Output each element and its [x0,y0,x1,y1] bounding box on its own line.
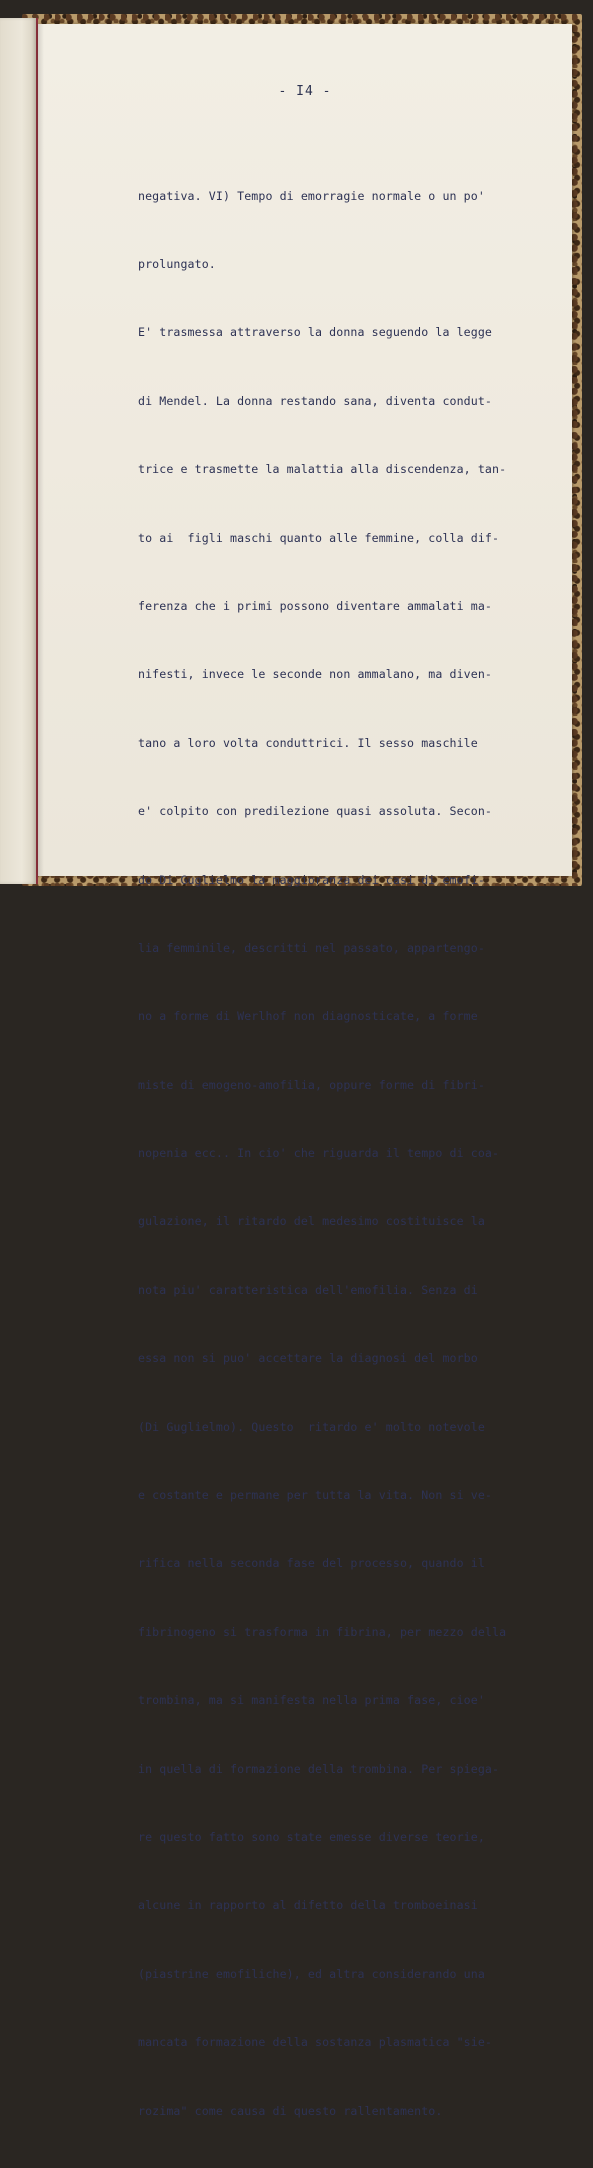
left-binding-cover [0,18,38,884]
text-line: mancata formazione della sostanza plasmatica "sie- [138,2035,493,2050]
text-line: trombina, ma si manifesta nella prima fase, cioe' [138,1693,485,1708]
text-line: e costante e permane per tutta la vita. Non si ve- [138,1488,493,1503]
text-line: do Di Guglielmo la maggioranza dei casi di emofi- [138,872,485,887]
text-line: no a forme di Werlhof non diagnosticate, a forme [138,1009,478,1024]
text-line: ferenza che i primi possono diventare ammalati ma- [138,598,493,613]
text-line: to ai figli maschi quanto alle femmine, colla dif- [138,530,500,545]
page-number: - I4 - [278,84,332,99]
text-line: (Di Guglielmo). Questo ritardo e' molto notevole [138,1419,485,1434]
text-line: trice e trasmette la malattia alla discendenza, tan- [138,462,507,477]
text-line: rozima" come causa di questo rallentamento. [138,2103,443,2118]
text-line: alcune in rapporto al difetto della tromboeinasi [138,1898,478,1913]
text-line: prolungato. [138,256,216,271]
text-line: re questo fatto sono state emesse diverse teorie, [138,1829,485,1844]
text-line: nopenia ecc.. In cio' che riguarda il tempo di coa- [138,1146,500,1161]
text-line: e' colpito con predilezione quasi assoluta. Secon- [138,804,493,819]
text-line: E' trasmessa attraverso la donna seguendo la legge [138,325,493,340]
text-line: essa non si puo' accettare la diagnosi del morbo [138,1351,478,1366]
text-line: gulazione, il ritardo del medesimo costituisce la [138,1214,485,1229]
text-line: nifesti, invece le seconde non ammalano, ma diven- [138,667,493,682]
text-line: fibrinogeno si trasforma in fibrina, per mezzo della [138,1624,507,1639]
text-line: di Mendel. La donna restando sana, diventa condut- [138,393,493,408]
text-line: lia femminile, descritti nel passato, appartengo- [138,940,485,955]
document-page [38,24,572,2118]
text-line: negativa. VI) Tempo di emorragie normale o un po' [138,188,485,203]
body-text [138,139,548,2168]
text-line: (piastrine emofiliche), ed altra considerando una [138,1966,485,1981]
text-line: miste di emogeno-amofilia, oppure forme di fibri- [138,1077,485,1092]
text-line: tano a loro volta conduttrici. Il sesso maschile [138,735,478,750]
text-line: nota piu' caratteristica dell'emofilia. Senza di [138,1282,478,1297]
text-line: in quella di formazione della trombina. Per spiega- [138,1761,500,1776]
text-line: rifica nella seconda fase del processo, quando il [138,1556,485,1571]
